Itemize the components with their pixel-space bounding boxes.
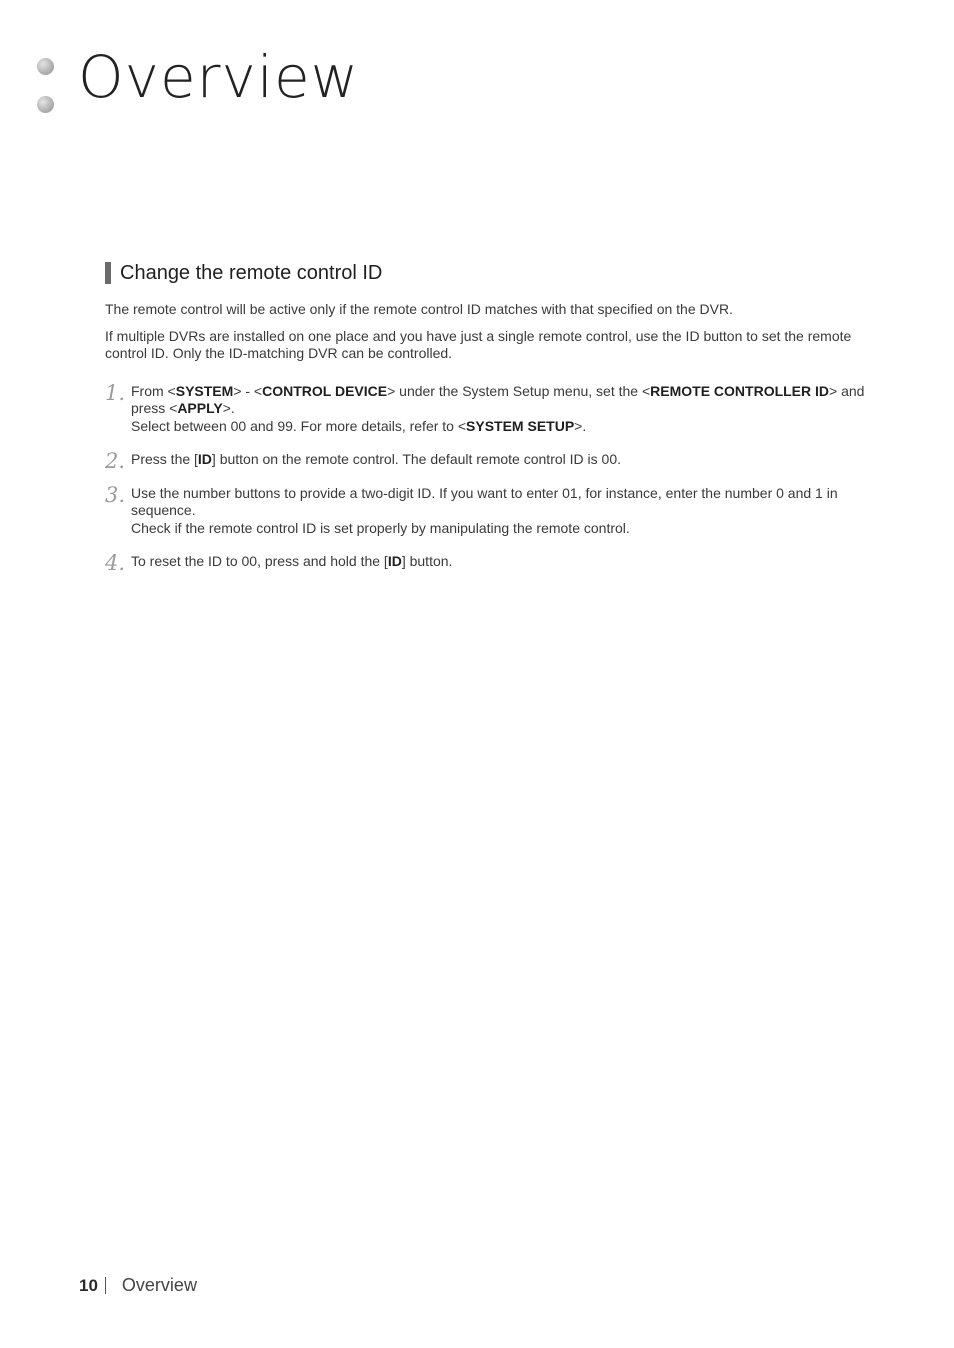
step-text-part: Press the [	[131, 451, 198, 467]
step-note	[131, 418, 875, 436]
menu-keyword: APPLY	[177, 400, 223, 416]
intro-paragraph-2: If multiple DVRs are installed on one place and you have just a single remote control, use the ID button to set the remote control ID. Only the ID-matching DVR can be controlled.	[105, 327, 852, 361]
button-keyword: ID	[197, 451, 212, 467]
step-text-part: Select between 00 and 99. For more details, refer to <	[131, 417, 467, 434]
step-text-part: > and press <	[131, 382, 865, 416]
intro-paragraph-1: The remote control will be active only if the remote control ID matches with that specified on the DVR.	[105, 301, 733, 317]
page-number: 10	[79, 1275, 98, 1295]
step-item	[105, 551, 875, 575]
step-number: 4.	[105, 551, 126, 575]
bullet-dot-top	[37, 58, 54, 75]
menu-keyword: REMOTE CONTROLLER ID	[650, 382, 830, 399]
step-text	[131, 383, 875, 418]
step-text	[131, 553, 875, 571]
menu-keyword: SYSTEM SETUP	[466, 417, 575, 434]
section-heading	[105, 259, 875, 287]
step-number: 2.	[105, 449, 126, 473]
menu-keyword: SYSTEM	[175, 382, 234, 399]
page-title: Overview	[78, 43, 360, 111]
step-note: Check if the remote control ID is set properly by manipulating the remote control.	[131, 519, 630, 536]
step-text: Use the number buttons to provide a two-digit ID. If you want to enter 01, for instance, enter the number 0 and 1 in sequence.	[131, 484, 838, 518]
step-item	[105, 380, 875, 436]
remote-id-section	[105, 259, 875, 587]
bullet-dot-bottom	[37, 96, 54, 113]
step-number: 1.	[105, 380, 126, 405]
section-heading-text: Change the remote control ID	[120, 262, 383, 284]
step-text	[131, 451, 875, 469]
page-footer	[79, 1275, 197, 1296]
step-text-part: >.	[574, 417, 587, 434]
heading-bar-marker	[105, 262, 111, 284]
steps-list	[105, 380, 875, 575]
step-number: 3.	[105, 482, 126, 507]
step-item	[105, 482, 875, 538]
title-bullet-dots	[36, 56, 56, 118]
step-text-part: > under the System Setup menu, set the <	[387, 382, 651, 399]
step-text-part: To reset the ID to 00, press and hold the [	[131, 553, 388, 569]
step-text-part: ] button on the remote control. The default remote control ID is 00.	[211, 451, 621, 467]
footer-divider	[105, 1277, 106, 1294]
step-item	[105, 449, 875, 473]
step-text-part: ] button.	[401, 553, 453, 569]
button-keyword: ID	[387, 553, 402, 569]
step-text-part: From <	[131, 382, 176, 399]
footer-section-label: Overview	[121, 1275, 197, 1295]
menu-keyword: CONTROL DEVICE	[262, 382, 388, 399]
step-text-part: > - <	[233, 382, 263, 399]
step-text-part: >.	[222, 400, 235, 416]
